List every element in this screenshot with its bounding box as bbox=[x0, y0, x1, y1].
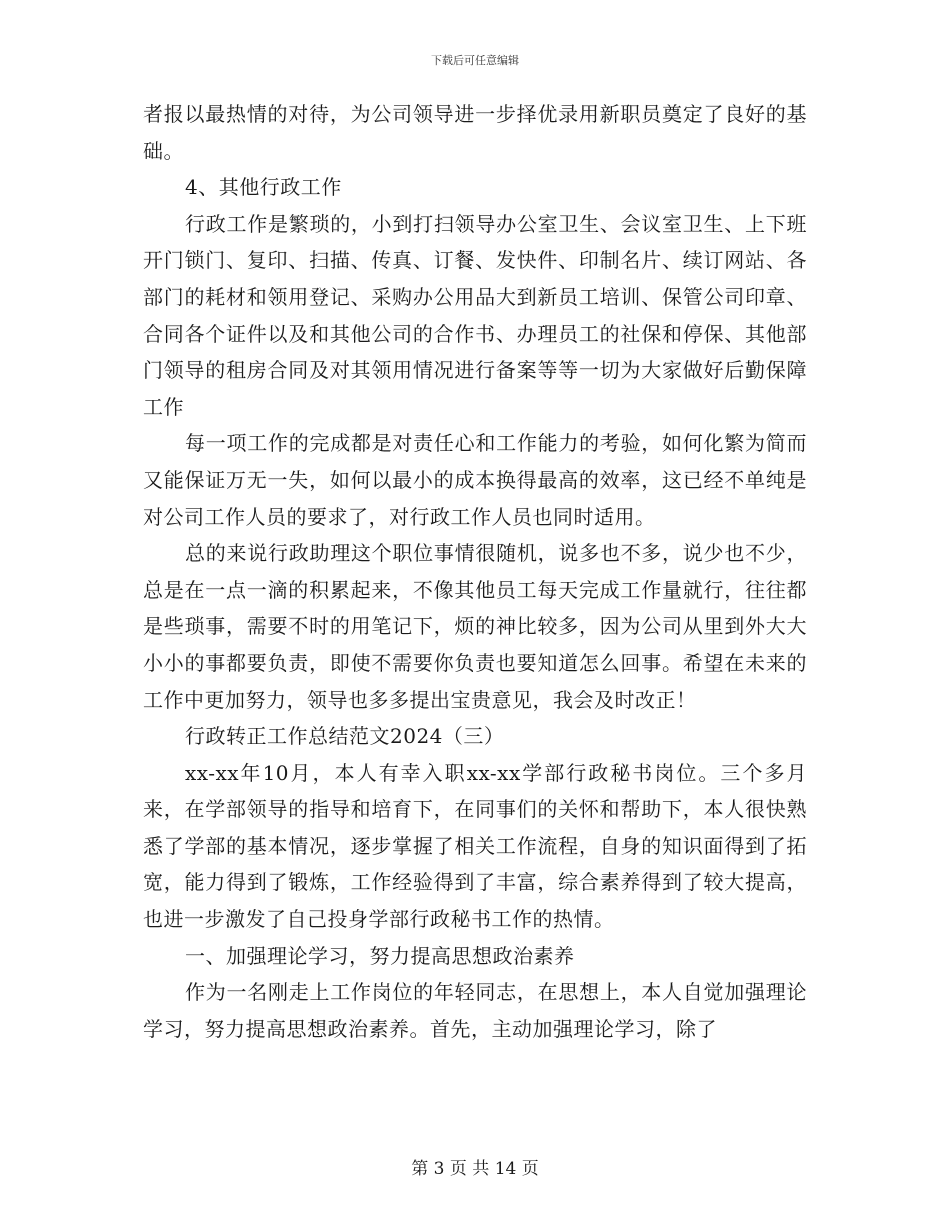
paragraph: 行政工作是繁琐的，小到打扫领导办公室卫生、会议室卫生、上下班开门锁门、复印、扫描、传真、订餐、发快件、印制名片、续订网站、各部门的耗材和领用登记、采购办公用品大到新员工培训、保管公司印章、合同各个证件以及和其他公司的合作书、办理员工的社保和停保、其他部门领导的租房合同及对其领用情况进行备案等等一切为大家做好后勤保障工作 bbox=[143, 211, 807, 419]
paragraph: 总的来说行政助理这个职位事情很随机，说多也不多，说少也不少，总是在一点一滴的积累起来，不像其他员工每天完成工作量就行，往往都是些琐事，需要不时的用笔记下，烦的神比较多，因为公司从里到外大大小小的事都要负责，即使不需要你负责也要知道怎么回事。希望在未来的工作中更加努力，领导也多多提出宝贵意见，我会及时改正！ bbox=[143, 541, 807, 712]
paragraph: 作为一名刚走上工作岗位的年轻同志，在思想上，本人自觉加强理论学习，努力提高思想政治素养。首先，主动加强理论学习，除了 bbox=[143, 980, 807, 1041]
paragraph: 每一项工作的完成都是对责任心和工作能力的考验，如何化繁为简而又能保证万无一失，如何以最小的成本换得最高的效率，这已经不单纯是对公司工作人员的要求了，对行政工作人员也同时适用。 bbox=[143, 431, 807, 529]
page-header: 下载后可任意编辑 bbox=[431, 54, 519, 67]
section-heading: 4、其他行政工作 bbox=[185, 175, 342, 200]
page-footer: 第 3 页 共 14 页 bbox=[411, 1159, 539, 1179]
section-heading: 一、加强理论学习，努力提高思想政治素养 bbox=[185, 943, 575, 968]
document-title: 行政转正工作总结范文2024（三） bbox=[185, 724, 505, 749]
paragraph: 者报以最热情的对待，为公司领导进一步择优录用新职员奠定了良好的基础。 bbox=[143, 102, 807, 163]
document-body bbox=[143, 96, 807, 1047]
paragraph: xx-xx年10月，本人有幸入职xx-xx学部行政秘书岗位。三个多月来，在学部领导的指导和培育下，在同事们的关怀和帮助下，本人很快熟悉了学部的基本情况，逐步掌握了相关工作流程，自身的知识面得到了拓宽，能力得到了锻炼，工作经验得到了丰富，综合素养得到了较大提高，也进一步激发了自己投身学部行政秘书工作的热情。 bbox=[143, 760, 807, 932]
